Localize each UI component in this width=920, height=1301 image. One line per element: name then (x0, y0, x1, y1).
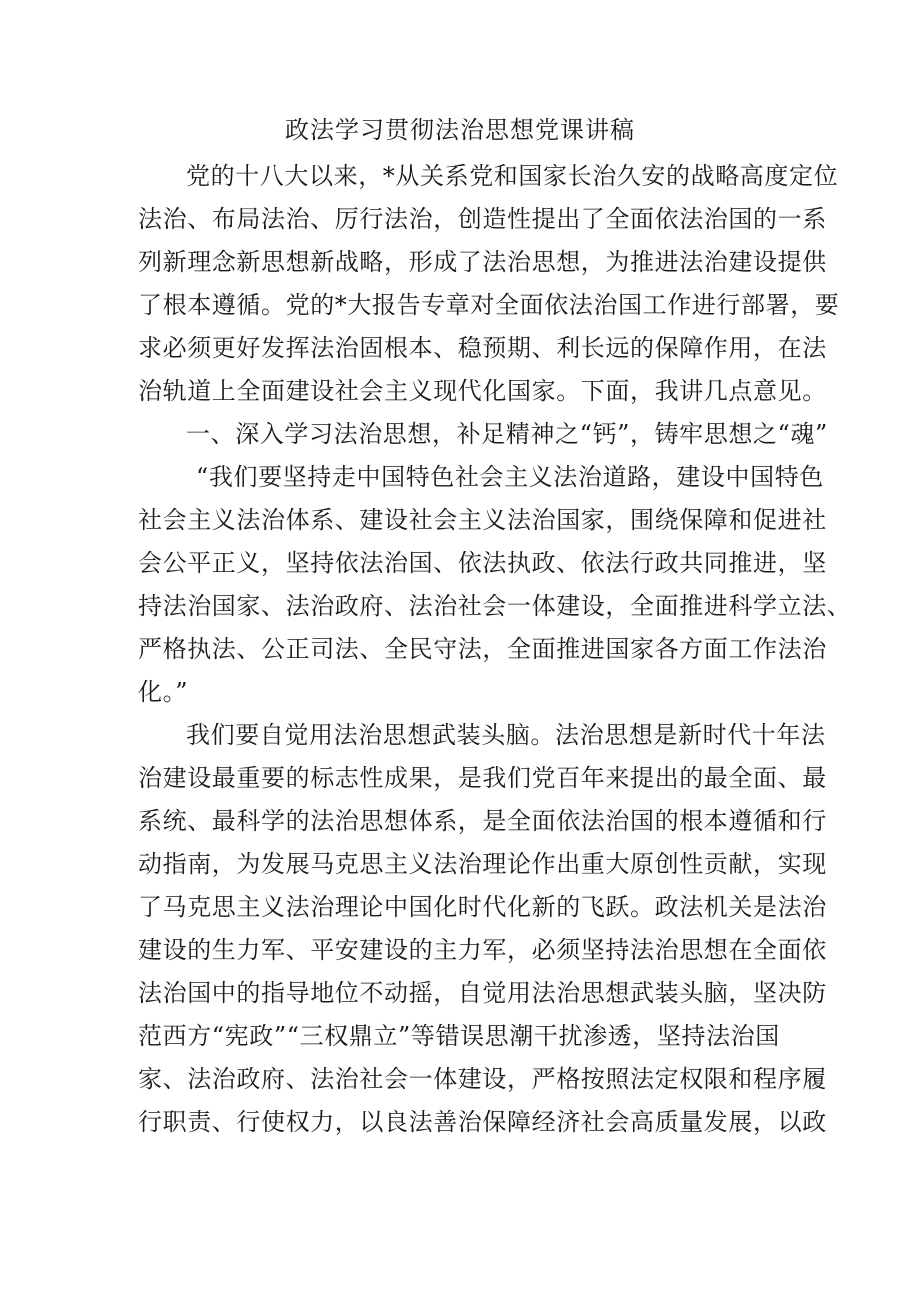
document-title: 政法学习贯彻法治思想党课讲稿 (285, 116, 635, 144)
section-heading: 一、深入学习法治思想，补足精神之“钙”，铸牢思想之“魂” (186, 420, 828, 448)
quote-line: 会公平正义，坚持依法治国、依法执政、依法行政共同推进，坚 (138, 549, 827, 577)
paragraph-line: 党的十八大以来，*从关系党和国家长治久安的战略高度定位 (186, 162, 839, 190)
paragraph-line: 动指南，为发展马克思主义法治理论作出重大原创性贡献，实现 (138, 850, 827, 878)
paragraph-line: 系统、最科学的法治思想体系，是全面依法治国的根本遵循和行 (138, 807, 827, 835)
paragraph-line: 行职责、行使权力，以良法善治保障经济社会高质量发展，以政 (138, 1108, 827, 1136)
paragraph-line: 了根本遵循。党的*大报告专章对全面依法治国工作进行部署，要 (138, 291, 840, 319)
paragraph-line: 范西方“宪政”“三权鼎立”等错误思潮干扰渗透，坚持法治国 (138, 1022, 780, 1050)
paragraph-line: 建设的生力军、平安建设的主力军，必须坚持法治思想在全面依 (138, 936, 827, 964)
paragraph-line: 治建设最重要的标志性成果，是我们党百年来提出的最全面、最 (138, 764, 827, 792)
quote-line: 社会主义法治体系、建设社会主义法治国家，围绕保障和促进社 (138, 506, 827, 534)
quote-line: 严格执法、公正司法、全民守法，全面推进国家各方面工作法治 (138, 635, 827, 663)
paragraph-line: 法治、布局法治、厉行法治，创造性提出了全面依法治国的一系 (138, 205, 827, 233)
quote-line: 持法治国家、法治政府、法治社会一体建设，全面推进科学立法、 (138, 592, 852, 620)
paragraph-line: 求必须更好发挥法治固根本、稳预期、利长远的保障作用，在法 (138, 334, 827, 362)
quote-line: 化。” (138, 678, 189, 706)
quote-line: “我们要坚持走中国特色社会主义法治道路，建设中国特色 (196, 463, 824, 491)
paragraph-line: 家、法治政府、法治社会一体建设，严格按照法定权限和程序履 (138, 1065, 827, 1093)
paragraph-line: 列新理念新思想新战略，形成了法治思想，为推进法治建设提供 (138, 248, 827, 276)
paragraph-line: 我们要自觉用法治思想武装头脑。法治思想是新时代十年法 (186, 721, 826, 749)
paragraph-line: 了马克思主义法治理论中国化时代化新的飞跃。政法机关是法治 (138, 893, 827, 921)
paragraph-line: 治轨道上全面建设社会主义现代化国家。下面，我讲几点意见。 (138, 377, 827, 405)
paragraph-line: 法治国中的指导地位不动摇，自觉用法治思想武装头脑，坚决防 (138, 979, 827, 1007)
